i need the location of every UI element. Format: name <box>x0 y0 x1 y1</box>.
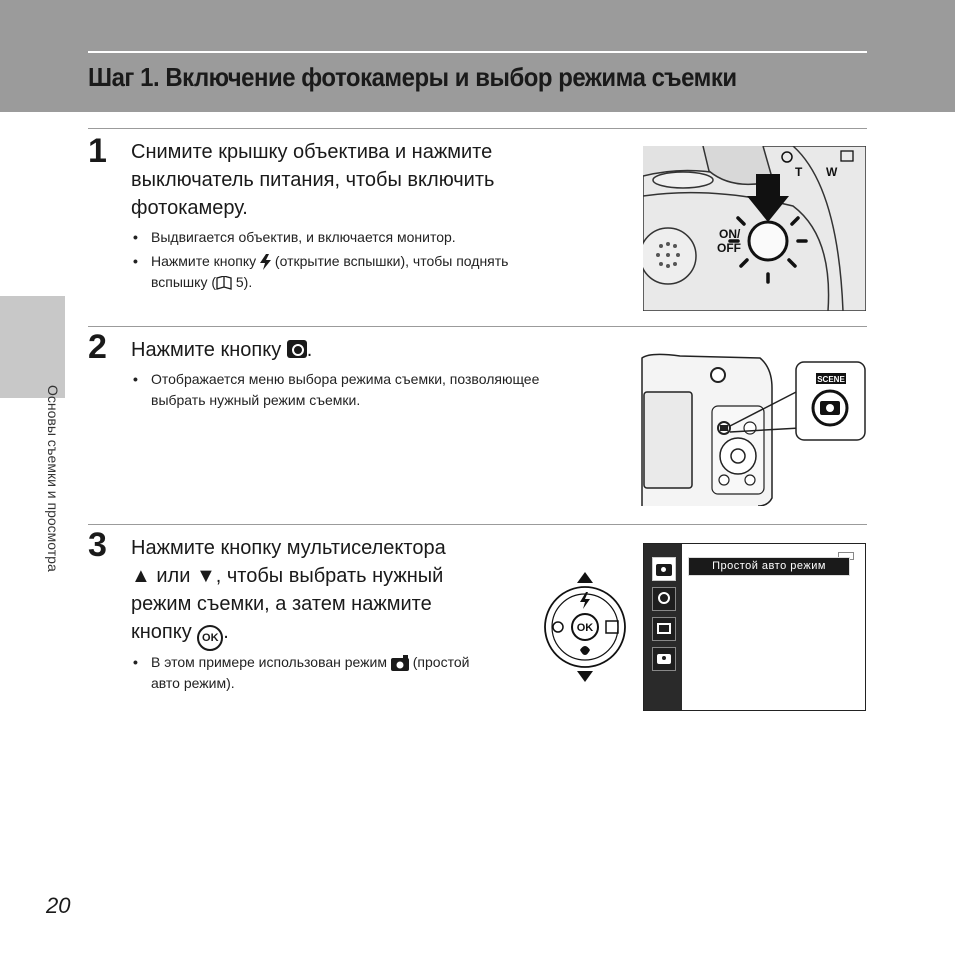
step-1-line-2: выключатель питания, чтобы включить <box>131 169 495 191</box>
page-number: 20 <box>46 893 71 918</box>
step-1-bullet-2: • Нажмите кнопку (открытие вспышки), чтобы поднять вспышку ( 5). <box>131 251 591 293</box>
step-1-bullet-1: • Выдвигается объектив, и включается монитор. <box>131 227 591 248</box>
step-1-line-3: фотокамеру. <box>131 197 248 219</box>
easy-auto-mode-icon <box>652 557 676 581</box>
step-2-rule <box>88 326 867 327</box>
page-header <box>0 0 955 112</box>
flash-icon <box>260 254 271 270</box>
on-label: ON/ <box>719 227 741 241</box>
multi-selector-illustration <box>542 570 628 684</box>
side-tab-label: Основы съемки и просмотра <box>45 385 61 572</box>
step-1-number: 1 <box>88 132 107 170</box>
step-3-bullet-1: • В этом примере использован режим (простой авто режим). <box>131 652 531 694</box>
page-title: Шаг 1. Включение фотокамеры и выбор режима съемки <box>88 62 737 92</box>
step-3-line-4: кнопку OK . <box>131 618 531 651</box>
selector-up-arrow <box>577 572 593 583</box>
camera-back-drawing <box>640 348 868 506</box>
down-arrow-icon: ▼ <box>195 565 216 587</box>
step-1-text <box>131 138 494 222</box>
step-2-bullets <box>131 369 621 414</box>
menu-selected-label: Простой авто режим <box>688 557 850 576</box>
smart-portrait-icon <box>652 617 676 641</box>
side-tab <box>0 296 65 398</box>
step-3-rule <box>88 524 867 525</box>
easy-auto-icon <box>391 655 409 671</box>
step-1-line-1: Снимите крышку объектива и нажмите <box>131 141 493 163</box>
up-arrow-icon: ▲ <box>131 565 151 587</box>
step-3-bullets <box>131 652 531 697</box>
selector-down-arrow <box>577 671 593 682</box>
step-2-text: Нажмите кнопку . <box>131 339 313 361</box>
off-label: OFF <box>717 241 741 255</box>
header-rule <box>88 51 867 53</box>
multi-selector-drawing <box>542 570 628 684</box>
zoom-t-label: T <box>795 165 803 179</box>
zoom-w-label: W <box>826 165 838 179</box>
step-1-rule <box>88 128 867 129</box>
camera-back-illustration <box>640 348 868 506</box>
step-3-line-2: ▲ или ▼, чтобы выбрать нужный <box>131 565 444 587</box>
ok-button-icon: OK <box>197 625 223 651</box>
step-3-line-3: режим съемки, а затем нажмите <box>131 593 432 615</box>
scene-label: SCENE <box>817 375 845 384</box>
scene-mode-icon <box>652 587 676 611</box>
power-button-illustration <box>643 146 866 311</box>
step-3-text <box>131 534 531 651</box>
camera-mode-icon <box>287 340 307 358</box>
step-3-line-1: Нажмите кнопку мультиселектора <box>131 537 446 559</box>
power-button-drawing <box>643 146 866 311</box>
step-3-number: 3 <box>88 526 107 564</box>
selector-ok-label: OK <box>576 622 594 634</box>
step-2-number: 2 <box>88 328 107 366</box>
step-2-bullet-1: • Отображается меню выбора режима съемки, позволяющее выбрать нужный режим съемки. <box>131 369 621 411</box>
book-icon <box>216 276 232 290</box>
auto-mode-icon <box>652 647 676 671</box>
step-1-bullets <box>131 227 591 296</box>
